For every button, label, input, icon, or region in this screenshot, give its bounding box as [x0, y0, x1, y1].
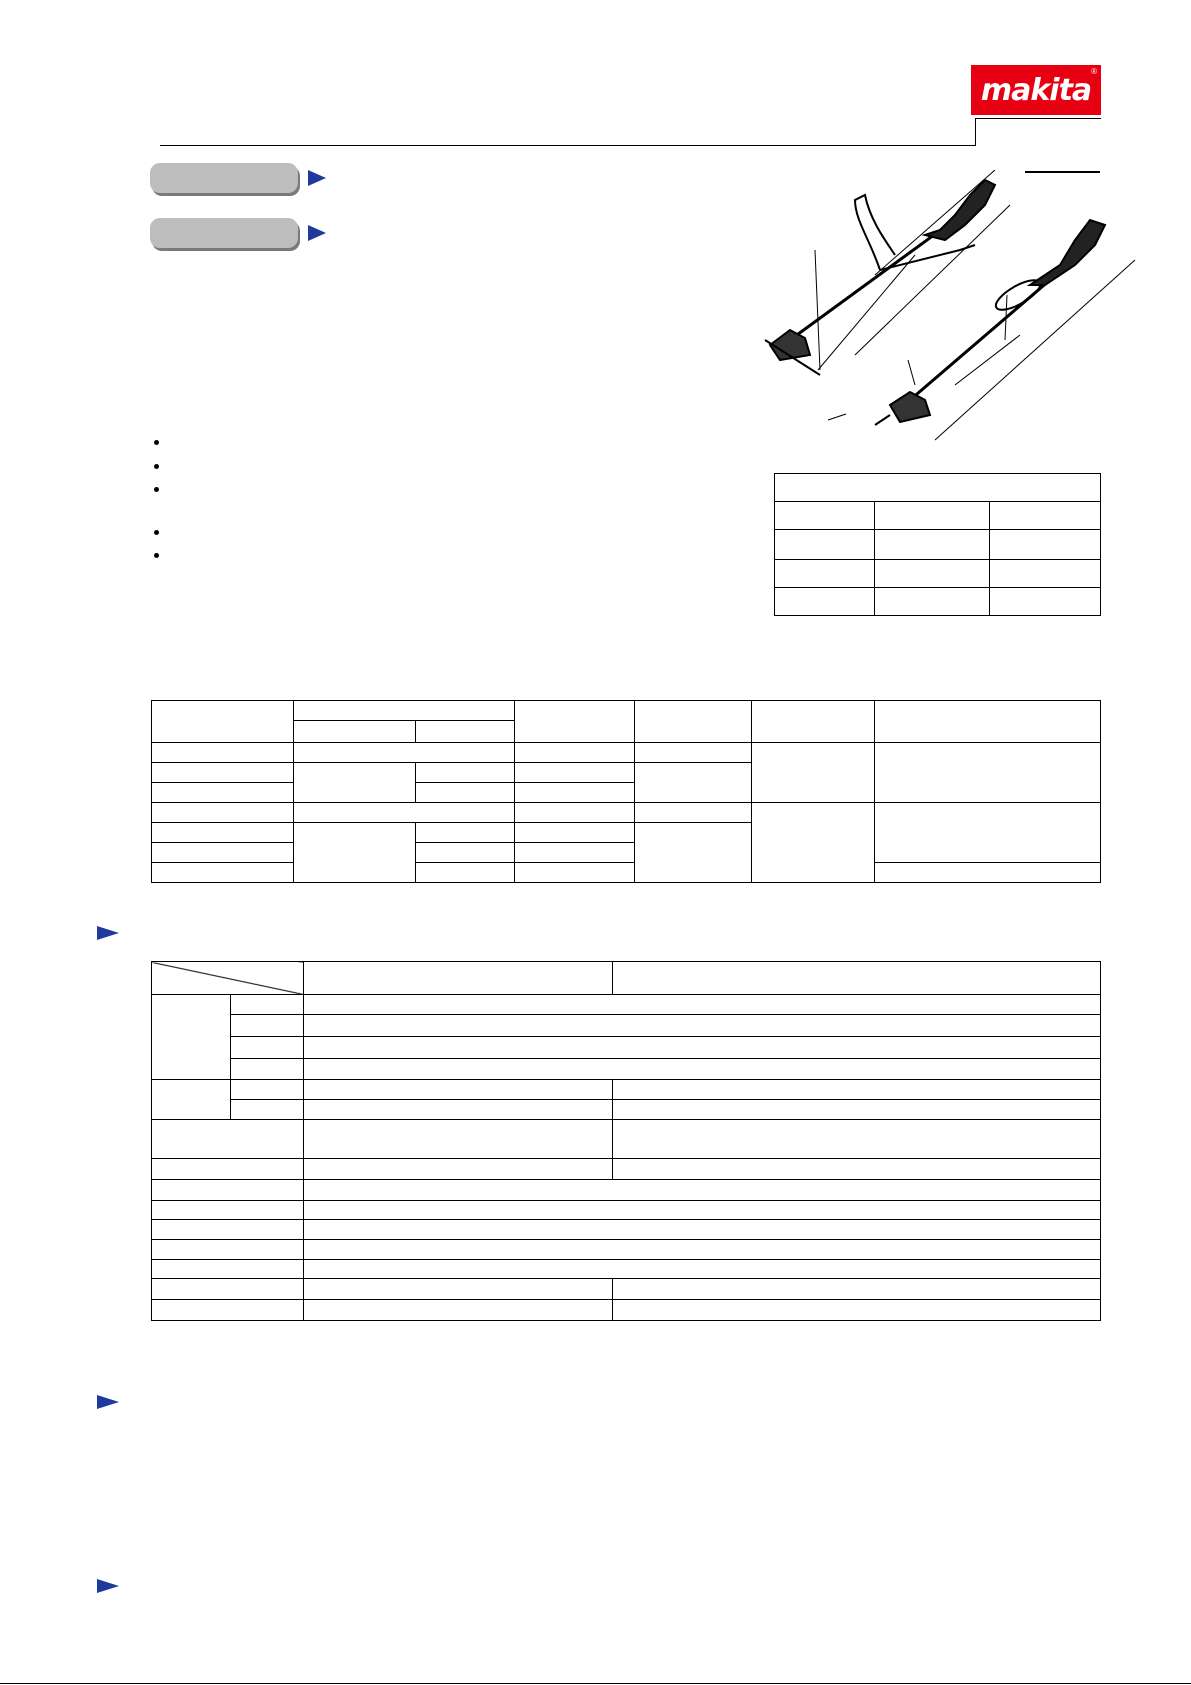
arrow-right-icon	[308, 170, 326, 186]
spec-table-cell	[613, 1279, 1101, 1300]
spec-table-corner	[152, 962, 304, 995]
small-table-cell	[875, 502, 990, 530]
spec-table-cell	[304, 1059, 1101, 1080]
spec-table-cell	[304, 995, 1101, 1015]
header-rule-step	[975, 118, 976, 146]
model-table-cell	[416, 863, 515, 883]
spec-table-cell	[304, 1201, 1101, 1220]
model-table-cell	[875, 863, 1101, 883]
spec-table-cell	[304, 1260, 1101, 1279]
model-table-cell	[152, 783, 294, 803]
model-table-cell	[635, 823, 752, 883]
bullet-icon	[154, 553, 159, 558]
spec-table-row-label	[152, 1279, 304, 1300]
spec-table-cell	[304, 1159, 613, 1180]
spec-table-header-cell	[304, 962, 613, 995]
model-table-cell	[515, 823, 635, 843]
arrow-right-icon	[97, 926, 119, 940]
bullet-icon	[154, 464, 159, 469]
arrow-right-icon	[308, 225, 326, 241]
small-table-cell	[875, 588, 990, 616]
model-table-header-cell	[294, 721, 416, 743]
small-table-cell	[775, 560, 875, 588]
spec-table-cell	[613, 1100, 1101, 1120]
spec-table-row-label	[231, 995, 304, 1015]
spec-table-row-label	[152, 1080, 231, 1120]
spec-table-cell	[304, 1120, 613, 1159]
model-table-cell	[875, 743, 1101, 803]
spec-table-row-label	[152, 1180, 304, 1201]
spec-table-cell	[304, 1240, 1101, 1260]
model-table-cell	[152, 823, 294, 843]
model-table-cell	[515, 803, 635, 823]
model-table-header-cell	[875, 701, 1101, 743]
bullet-icon	[154, 530, 159, 535]
spec-table-cell	[304, 1015, 1101, 1037]
model-table-cell	[752, 803, 875, 883]
model-table-cell	[515, 763, 635, 783]
small-table-header	[775, 474, 1101, 502]
spec-table-row-label	[152, 1260, 304, 1279]
spec-table-cell	[304, 1180, 1101, 1201]
model-table-cell	[152, 843, 294, 863]
model-table-cell	[515, 843, 635, 863]
spec-table-cell	[304, 1037, 1101, 1059]
model-table-header-cell	[515, 701, 635, 743]
spec-table-row-label	[231, 1100, 304, 1120]
model-table-cell	[294, 823, 416, 883]
spec-table-cell	[304, 1100, 613, 1120]
model-table-cell	[416, 763, 515, 783]
spec-table-cell	[304, 1220, 1101, 1240]
brush-cutter-illustration	[760, 160, 1150, 460]
bullet-icon	[154, 440, 159, 445]
small-table-cell	[875, 530, 990, 560]
model-table-header-cell	[635, 701, 752, 743]
small-table-cell	[990, 502, 1101, 530]
small-table-cell	[775, 588, 875, 616]
spec-table-row-label	[231, 1037, 304, 1059]
model-table-header-cell	[416, 721, 515, 743]
model-table-cell	[635, 743, 752, 763]
model-tag	[150, 163, 298, 193]
spec-table-cell	[613, 1159, 1101, 1180]
spec-table-cell	[613, 1080, 1101, 1100]
small-table-cell	[775, 502, 875, 530]
registered-mark: ®	[1091, 67, 1097, 76]
makita-logo	[971, 65, 1101, 115]
model-table-cell	[294, 743, 515, 763]
small-table	[774, 473, 1101, 616]
arrow-right-icon	[97, 1579, 119, 1593]
small-table-cell	[990, 530, 1101, 560]
spec-table-row-label	[231, 1059, 304, 1080]
model-table	[151, 700, 1101, 883]
model-table-cell	[152, 803, 294, 823]
model-table-cell	[752, 743, 875, 803]
model-table-cell	[416, 783, 515, 803]
bullet-icon	[154, 487, 159, 492]
spec-table-row-label	[231, 1080, 304, 1100]
model-table-cell	[294, 803, 515, 823]
model-table-cell	[635, 763, 752, 803]
model-table-header-cell	[152, 701, 294, 743]
spec-table-row-label	[152, 1220, 304, 1240]
model-table-cell	[416, 823, 515, 843]
header-rule	[160, 145, 976, 146]
small-table-cell	[990, 560, 1101, 588]
spec-table-row-label	[152, 1300, 304, 1321]
model-table-header-cell	[294, 701, 515, 721]
arrow-right-icon	[97, 1395, 119, 1409]
model-table-cell	[152, 743, 294, 763]
spec-table-row-label	[152, 1120, 304, 1159]
spec-table-row-label	[152, 1201, 304, 1220]
spec-table-row-label	[231, 1015, 304, 1037]
spec-table-cell	[304, 1080, 613, 1100]
bottom-rule	[0, 1683, 1191, 1684]
description-tag	[150, 218, 298, 248]
header-rule-top	[975, 118, 1101, 119]
spec-table-row-label	[152, 1240, 304, 1260]
small-table-cell	[990, 588, 1101, 616]
logo-wordmark: makita	[980, 73, 1092, 108]
small-table-cell	[775, 530, 875, 560]
model-table-cell	[152, 763, 294, 783]
model-table-cell	[152, 863, 294, 883]
small-table-cell	[875, 560, 990, 588]
spec-table-cell	[304, 1300, 613, 1321]
spec-table-cell	[304, 1279, 613, 1300]
spec-table-cell	[613, 1300, 1101, 1321]
model-table-cell	[416, 843, 515, 863]
model-table-header-cell	[752, 701, 875, 743]
spec-table-header-cell	[613, 962, 1101, 995]
model-table-cell	[515, 743, 635, 763]
model-table-cell	[635, 803, 752, 823]
model-table-cell	[515, 863, 635, 883]
model-table-cell	[875, 803, 1101, 863]
model-table-cell	[294, 763, 416, 803]
spec-table	[151, 961, 1101, 1321]
model-table-cell	[515, 783, 635, 803]
spec-table-cell	[613, 1120, 1101, 1159]
spec-table-row-label	[152, 1159, 304, 1180]
spec-table-row-label	[152, 995, 231, 1080]
